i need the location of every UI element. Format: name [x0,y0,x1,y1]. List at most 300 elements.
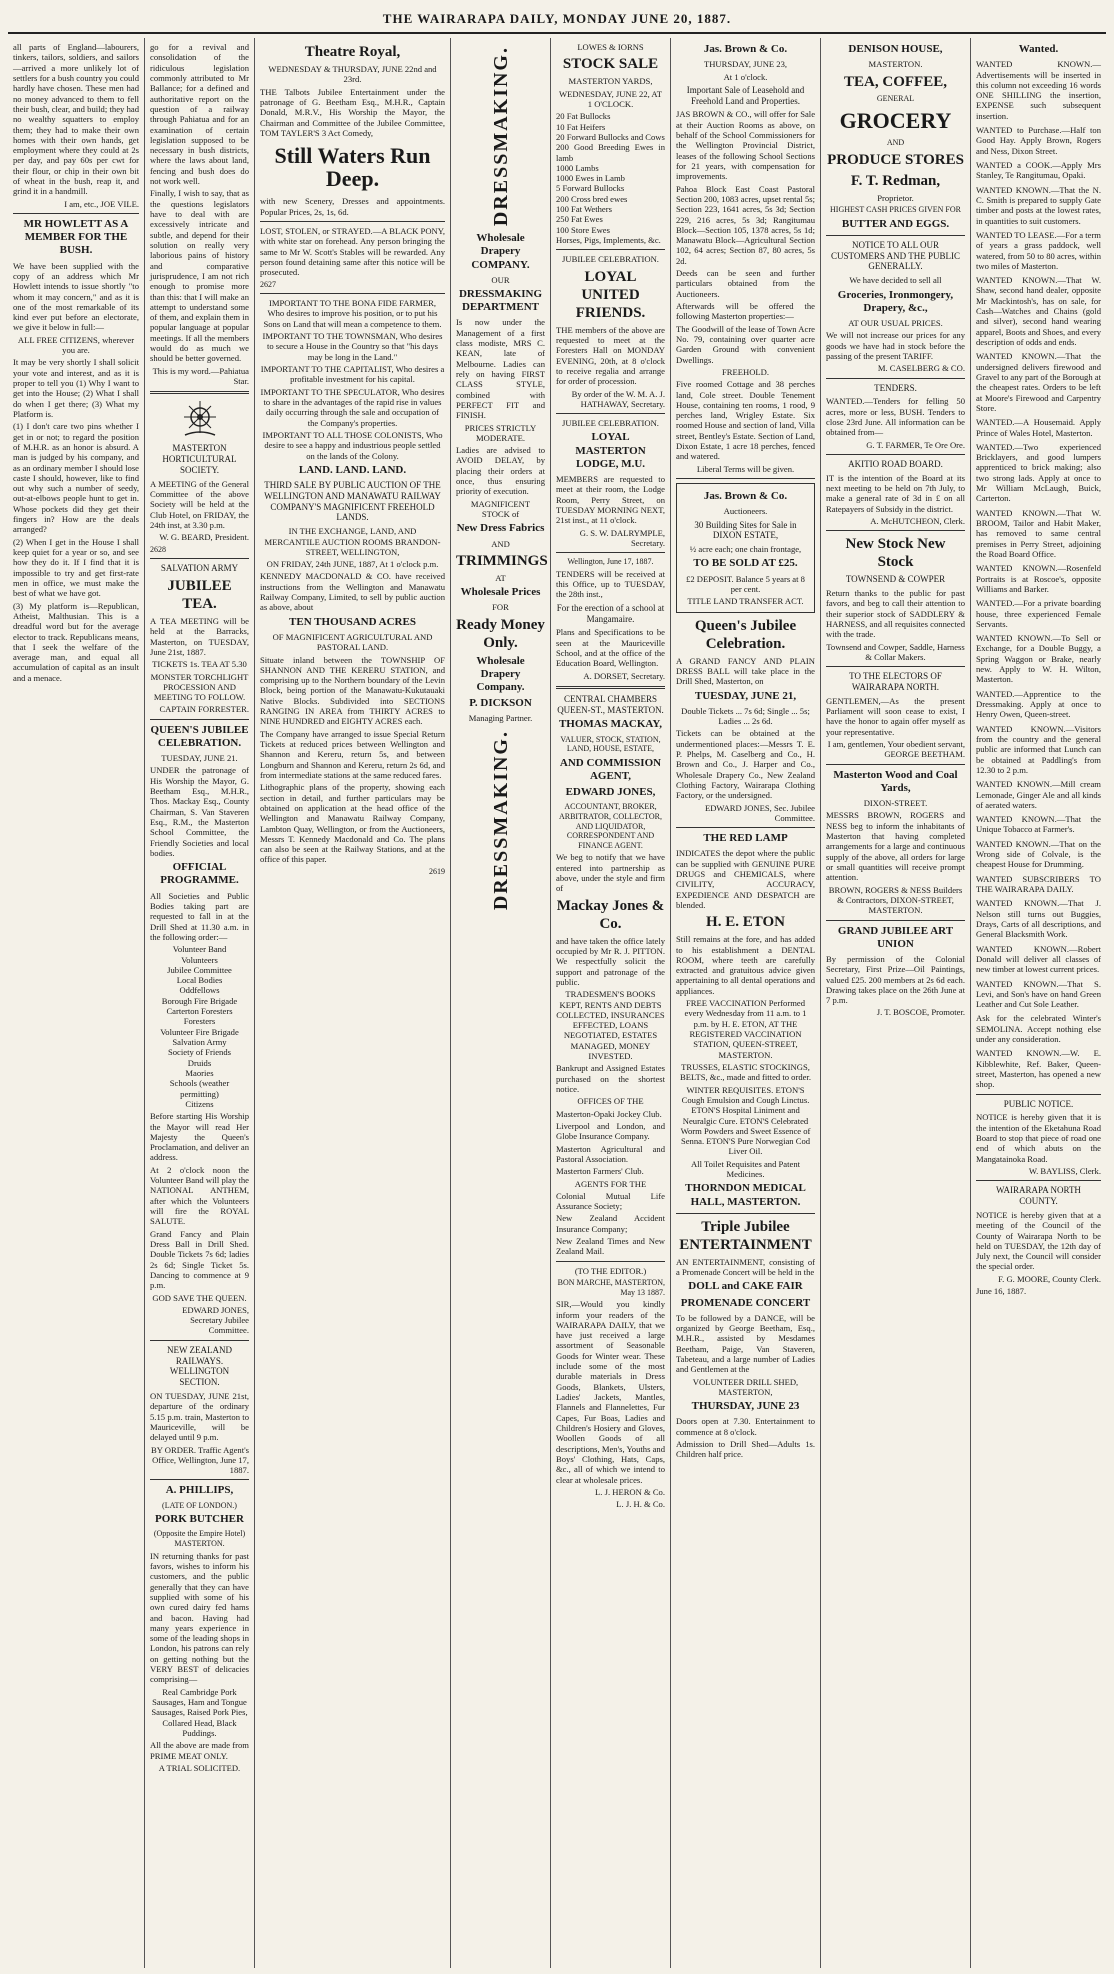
list-item: Local Bodies [176,975,223,986]
ad-body: Grand Fancy and Plain Dress Ball in Drill Shed. Double Tickets 7s 6d; ladies 2s 6d; Single Ticket 5s. Dancing to commence at 9 p.m. [150,1228,249,1291]
auction-further: Afterwards will be offered the following Masterton properties:— [676,301,815,322]
divider [556,249,665,250]
agents-label: AGENTS FOR THE [574,1178,647,1189]
play-title: Still Waters Run Deep. [274,143,431,192]
auction-terms: Deeds can be seen and further particulars obtained from the Auctioneers. [676,268,815,299]
letter-sign: L. J. H. & Co. [616,1499,665,1510]
fabrics: New Dress Fabrics [456,522,545,535]
stock-when: WEDNESDAY, JUNE 22, AT 1 O'CLOCK. [559,88,662,109]
divider [260,221,445,222]
ad-body: UNDER the patronage of His Worship the Mayor, G. Beetham Esq., M.H.R., Thos. Mackay Esq., County Chairman, S. Van Staveren Esq., R.M., the Masterton School Committee, the Friendly Societies and local bodies. [150,765,249,858]
wanted-list [976,59,1101,1089]
trimmings: TRIMMINGS [456,552,548,569]
list-item: Maories [185,1067,214,1078]
ad-title: QUEEN'S JUBILEE CELEBRATION. [150,723,249,749]
public-notice-body: NOTICE is hereby given that it is the intention of the Eketahuna Road Board to stop that piece of road one end of which abuts on the Mangatainoka Road. [976,1112,1101,1164]
electors-sign: I am, gentlemen, Your obedient servant, GEORGE BEETHAM. [827,739,965,760]
article-body: (3) My platform is—Republican, Atheist, Malthusian. This is a dreadful word but for the average elector to track. Republicans means, that I seek the welfare of the average man, and equal all accumulation of capital as an insult and a menace. [13,600,139,683]
land-heading: LAND. LAND. LAND. [298,463,407,476]
wanted-ad: WANTED KNOWN.—Robert Donald will deliver all classes of new timber at lowest current prices. [976,943,1101,975]
electors-title: TO THE ELECTORS OF WAIRARAPA NORTH. [849,671,942,693]
masthead [8,6,1106,34]
divider [676,478,815,479]
auction-body: JAS BROWN & CO., will offer for Sale at their Auction Rooms as above, on behalf of the School Commissioners for the Wellington Provincial District, leases of the following School Sections for 21 years, with compensation for improvements. [676,109,816,182]
jones-name: EDWARD JONES, [565,786,656,799]
sale-when: ON FRIDAY, 24th JUNE, 1887, At 1 o'clock p.m. [266,559,439,570]
ad-where: (Opposite the Empire Hotel) MASTERTON. [153,1529,246,1549]
divider [556,686,665,689]
ad-body: A MEETING of the General Committee of the above Society will be held at the Club Hotel, on FRIDAY, the 24th inst, at 3.30 p.m. [150,478,249,530]
tenders-title: TENDERS. [874,382,917,393]
chambers: CENTRAL CHAMBERS QUEEN-ST., MASTERTON. [557,693,664,715]
vertical-banner: DRESSMAKING. [489,46,512,227]
tenders-sign: G. T. FARMER, Te Ore Ore. [866,439,965,450]
list-item: 5 Forward Bullocks [556,183,625,194]
divider [826,454,965,455]
list-item: Masterton Farmers' Club. [556,1166,644,1177]
wanted-ad: WANTED KNOWN.—Visitors from the country and the general public are informed that Lunch can be obtained at Paddling's from 12.30 to 2 p.m. [976,723,1101,775]
school-title: For the erection of a school at Mangamaire. [556,602,665,624]
townsend-body: Return thanks to the public for past favors, and beg to call their attention to their superior stock of SADDLERY & HARNESS, and all requisites connected with the trade. [826,588,965,640]
wanted-ad: WANTED KNOWN.—That on the Wrong side of Colvale, is the cheapest House for Drumming. [976,838,1101,870]
ad-body: All Societies and Public Bodies taking part are requested to fall in at the Drill Shed at 11.30 a.m. in the following order:— [150,890,249,942]
coal-sign: BROWN, ROGERS & NESS Builders & Contractors, DIXON-STREET, MASTERTON. [828,884,963,916]
hall-name: THORNDON MEDICAL HALL, MASTERTON. [685,1182,806,1208]
wanted-ad: WANTED to Purchase.—Half ton Good Hay. Apply Brown, Rogers and Ness, Dixon Street. [976,125,1101,156]
vertical-banner: DRESSMAKING. [489,729,512,910]
triple-body: AN ENTERTAINMENT, consisting of a Promenade Concert will be held in the [676,1256,815,1278]
auction-liberal: Liberal Terms will be given. [696,463,795,474]
lamp-body: Still remains at the fore, and has added to his establishment a DENTAL ROOM, where teeth are carefully extracted and gratuitous advice given appertaining to all dental operations and appliances. [676,934,815,996]
club-list [556,1109,665,1177]
county-body: NOTICE is hereby given that at a meeting of the Council of the County of Wairarapa North to be held on TUESDAY, the 12th day of July next, the Council will consider the special order. [976,1209,1101,1272]
signoff: I am, etc., JOE VILE. [64,198,139,209]
list-item: Masterton Agricultural and Pastoral Association. [556,1143,665,1164]
ad-body: THE Talbots Jubilee Entertainment under the patronage of G. Beetham Esq., M.H.R., Captain Donald, M.R.V., His Worship the Mayor, the Chairman and Committee of the Jubilee Committee, TOM TAYLER'S 3 Act Comedy, [260,86,445,138]
for-label: FOR [492,602,509,613]
remedies: WINTER REQUISITES. ETON'S Cough Emulsion and Cough Linctus. ETON'S Hospital Liniment and Neuralgic Cure. ETON'S Celebrated Worm Powders and Sweet Essence of Senna. ETON'S Pure Norwegian Cod Liver Oil. [680,1084,811,1157]
firm-label: Auctioneers. [723,506,768,517]
manager-name: P. DICKSON [469,697,532,710]
ball-body: Tickets can be obtained at the undermentioned places:—Messrs T. E. P. Phelps, M. Caselberg and Co., H. Brown and Co., J. Harper and Co., Wholesale Drapery Co., New Zealand Clothing Factory, Wairarapa Clothing Factory, or the undersigned. [676,728,815,801]
firm-name: Jas. Brown & Co. [703,43,788,55]
important-notice: IMPORTANT TO THE TOWNSMAN, Who desires to secure a House in the Country so that "his days may be long in the Land." [262,331,443,362]
groceries: Groceries, Ironmongery, Drapery, &c., [837,288,954,314]
article-body: It may be very shortly I shall solicit your vote and interest, and as it is proper to tell you (1) Why I want to get into the House; (2) What I shall do when I get there; (3) What my Platform is. [13,357,139,419]
masthead-title: THE WAIRARAPA DAILY, MONDAY JUNE 20, 1887. [382,11,732,26]
article-body: (1) I don't care two pins whether I get in or not; to regard the position of M.H.R. as an honor is absurd. A man is judged by his company, and as an ordinary member I should lose caste I should, however, like to find out why such a number of seedy, out-at-elbows people hunt to get in. Whose pockets did they get their fingers in? How are the deals arranged? [13,421,139,535]
firm-name: Wholesale Drapery Company. [476,654,525,694]
divider [150,719,249,720]
lost-notice: LOST, STOLEN, or STRAYED.—A BLACK PONY, with white star on forehead. Any person bringing the same to Mr W. Scott's Stables will be rewarded. Any person found detaining same after this notice will be prosecuted. [260,226,445,278]
sites-tail: TITLE LAND TRANSFER ACT. [687,596,804,607]
list-item: Carterton Foresters [166,1006,233,1017]
ad-body: ON TUESDAY, JUNE 21st, departure of the ordinary 5.15 p.m. train, Masterton to Mauriceville, will be delayed until 9 p.m. [150,1390,249,1443]
ad-signature: EDWARD JONES, Sec. Jubilee Committee. [704,802,815,823]
ad-title: MASTERTON HORTICULTURAL SOCIETY. [162,443,237,475]
partner-body: We beg to notify that we have entered into partnership as above, under the style and firm of [556,852,665,894]
road-title: AKITIO ROAD BOARD. [848,458,943,469]
sites-deposit: £2 DEPOSIT. Balance 5 years at 8 per cent. [686,573,805,594]
divider [260,293,445,294]
dateline: Wellington, June 17, 1887. [567,557,654,567]
triple-doors: Doors open at 7.30. Entertainment to commence at 8 o'clock. [676,1416,815,1437]
divider [976,1094,1101,1095]
firm-name: Mackay Jones & Co. [556,897,665,932]
auction-sections: Pahoa Block East Coast Pastoral Section 200, 1083 acres, upset rental 5s; Section 223, 1641 acres, 5s 3d; Section 229, 216 acres, 5s 3d; Rangitumau Block—Section 105, 1378 acres, 5s 1d; Manawatu Block—Agricultural Section 102, 64 acres; Section 87, 80 acres, 5s 2d. [676,183,815,266]
sale-body: Lithographic plans of the property, showing each section in detail, and further particulars may be obtained on application at the head office of the Wellington and Manawatu Railway Company, Lambton Quay, Wellington, or from the Auctioneers, Messrs T. Kennedy Macdonald and Co. The plans can also be seen at the Railway Stations, and at the office of this paper. [260,782,445,865]
highest-label: HIGHEST CASH PRICES GIVEN FOR [830,205,961,215]
list-item: 100 Fat Wethers [556,204,612,215]
ad-pre: JUBILEE CELEBRATION. [562,418,659,429]
wanted-ad: WANTED KNOWN.—W. E. Kibblewhite, Ref. Baker, Queen-street, Masterton, has opened a new shop. [976,1048,1101,1090]
procession-order [150,944,249,1109]
wanted-ad: WANTED KNOWN.—Mill cream Lemonade, Ginger Ale and all kinds of aerated waters. [976,779,1101,810]
ad-body: MEMBERS are requested to meet at their room, the Lodge Room, Perry Street, on TUESDAY MORNING NEXT, 21st inst., at 11 o'clock. [556,474,665,526]
column-2 [145,38,255,1968]
divider [13,213,139,214]
new-stock: New Stock New Stock [845,536,946,571]
divider [826,235,965,236]
wanted-ad: Ask for the celebrated Winter's SEMOLINA. Accept nothing else under any consideration. [976,1013,1101,1045]
firm-name: Jas. Brown & Co. [703,490,788,503]
building-sites-ad [676,483,815,613]
grocery: GROCERY [839,108,952,134]
stock-where: MASTERTON YARDS, [568,76,653,87]
article-text: all parts of England—labourers, tinkers, tailors, soldiers, and sailors—arrived a more unlikely lot of settlers for a bush country you could hardly have chosen. These men had no money advanced to them to fell their bush, clear, and build; they had no wealthy squatters to employ them; they had to make their own homes with their own hands, get employment where they could at 2s per day, and pay 60s per cwt for their flour, or chip in their own bit of wheat in the bush, reap it, and grind it in a handmill. [13,42,139,197]
list-item: Colonial Mutual Life Assurance Society; [556,1190,665,1212]
ad-body: A TEA MEETING will be held at the Barracks, Masterton, on TUESDAY, June 21st, 1887. [150,615,249,657]
partner-body: and have taken the office lately occupied by Mr R. J. PITTON. We respectfully solicit the support and patronage of the public. [556,935,665,987]
anthem: GOD SAVE THE QUEEN. [152,1292,247,1303]
sites-title: 30 Building Sites for Sale in DIXON ESTATE, [694,519,797,541]
editor-label: (TO THE EDITOR.) [574,1265,647,1276]
auction-date: THURSDAY, JUNE 23, [703,59,788,70]
tenders-body: WANTED.—Tenders for felling 50 acres, more or less, BUSH. Tenders to close 23rd June. All information can be obtained from— [826,396,965,438]
ad-solicited: A TRIAL SOLICITED. [158,1762,241,1773]
notice-body: We have decided to sell all [849,275,942,286]
dept-title: DRESSMAKING DEPARTMENT [458,288,543,314]
wanted-ad: WANTED KNOWN.—Advertisements will be inserted in this column not exceeding 16 words ONE SHILLING the insertion, EXPENSE such subsequent insertion. [976,59,1101,121]
list-item: Foresters [183,1016,216,1027]
and-label: AND [491,538,510,549]
list-item: Borough Fire Brigade [161,995,238,1006]
wanted-ad: WANTED KNOWN.—That J. Nelson still turns out Buggies, Drays, Carts of all descriptions, and General Blacksmith Work. [976,898,1101,940]
ad-dates: WEDNESDAY & THURSDAY, JUNE 22nd and 23rd. [268,64,437,85]
ad-signature: By order of the W. M. A. J. HATHAWAY, Secretary. [571,388,665,409]
notice-sign: M. CASELBERG & CO. [877,363,965,374]
triple-admission: Admission to Drill Shed—Adults 1s. Children half price. [676,1439,815,1460]
important-notice: IMPORTANT TO THE SPECULATOR, Who desires to share in the advantages of the rapid rise in values daily occurring through the sale and occupation of the Company's properties. [260,386,445,428]
ad-prices: PRICES STRICTLY MODERATE. [464,422,537,443]
divider [826,378,965,379]
ad-signature: BY ORDER. Traffic Agent's Office, Wellington, June 17, 1887. [151,1444,249,1476]
ad-trade: PORK BUTCHER [155,1513,244,1526]
ad-body: At 2 o'clock noon the Volunteer Band will play the NATIONAL ANTHEM, after which the Volunteers will fire the ROYAL SALUTE. [150,1164,249,1227]
firm-name: Wholesale Drapery COMPANY. [471,232,530,271]
list-item: Horses, Pigs, Implements, &c. [556,235,661,245]
column-5 [551,38,671,1968]
sale-acres: TEN THOUSAND ACRES [289,615,416,628]
trusses: TRUSSES, ELASTIC STOCKINGS, BELTS, &c., made and fitted to order. [680,1061,811,1083]
list-item: Salvation Army [172,1037,227,1048]
wanted-ad: WANTED KNOWN.—That W. BROOM, Tailor and Habit Maker, has removed to same central premises in Perry Street, adjoining the Road Board Office. [976,507,1101,559]
freehold-label: FREEHOLD. [721,366,770,377]
ad-procession: MONSTER TORCHLIGHT PROCESSION AND MEETING TO FOLLOW. [150,671,249,703]
divider [826,530,965,531]
ball-title: Queen's Jubilee Celebration. [694,617,797,652]
notice-title: NOTICE TO ALL OUR CUSTOMERS AND THE PUBLIC GENERALLY. [831,239,960,272]
list-item: Volunteer Fire Brigade [160,1026,239,1037]
wanted-ad: WANTED.—Two experienced Bricklayers, and good lumpers apprenticed to brick making; also two strong lads. Apply at once to Mr William McLaugh, Buick, Carterton. [976,441,1101,504]
ad-title: NEW ZEALAND RAILWAYS. WELLINGTON SECTION. [166,1344,233,1388]
letter-body: SIR,—Would you kindly inform your readers of the WAIRARAPA DAILY, that we have just received a large assortment of Seasonable Goods for Winter wear. These include some of the most durable materials in Dress Goods, Blankets, Ulsters, Ladies' Jackets, Mantles, Flannels and Flannelettes, Fur Capes, Fur Boas, Ladies and Children's Hosiery and Gloves, Woollen Goods of all descriptions, Men's, Youths and Boys' Clothing, Hats, Caps, &c., all of which we intend to clear at wholesale prices. [556,1299,665,1485]
toilet: All Toilet Requisites and Patent Medicines. [690,1158,801,1180]
stock-sale-title: STOCK SALE [562,56,659,73]
general-label: GENERAL [876,93,915,103]
list-item: New Zealand Times and New Zealand Mail. [556,1236,665,1257]
list-item: Masterton-Opaki Jockey Club. [556,1108,662,1119]
ad-title: Theatre Royal, [304,44,401,60]
commission: AND COMMISSION AGENT, [559,756,662,783]
divider [826,764,965,765]
column-7 [821,38,971,1968]
ad-title: LOYAL UNITED FRIENDS. [575,268,646,321]
list-item: Schools (weather permitting) [169,1078,230,1099]
lamp-title: THE RED LAMP [703,832,788,845]
ad-sub: (LATE OF LONDON.) [162,1500,237,1510]
our-label: OUR [491,274,510,285]
public-notice-title: PUBLIC NOTICE. [1003,1098,1074,1109]
services: TRADESMEN'S BOOKS KEPT, RENTS AND DEBTS COLLECTED, INSURANCES EFFECTED, LOANS NEGOTIATED, ESTATES MANAGED, MONEY INVESTED. [556,989,665,1062]
divider [150,1479,249,1480]
sale-of: OF MAGNIFICENT AGRICULTURAL AND PASTORAL LAND. [272,631,433,653]
divider [556,413,665,414]
jones-role: ACCOUNTANT, BROKER, ARBITRATOR, COLLECTOR, AND LIQUIDATOR, CORRESPONDENT AND FINANCE AGENT. [558,802,663,850]
divider [556,1261,665,1262]
divider [150,1340,249,1341]
agency-list [556,1191,665,1257]
ad-date: TUESDAY, JUNE 21. [161,753,238,764]
crest-emblem [150,399,249,439]
house-town: MASTERTON. [868,59,923,70]
ad-title: LOYAL MASTERTON LODGE, M.U. [575,431,646,470]
sale-where: IN THE EXCHANGE, LAND, AND MERCANTILE AUCTION ROOMS BRANDON-STREET, WELLINGTON, [264,526,441,557]
wanted-ad: WANTED KNOWN.—Rosenfeld Portraits is at Roscoe's, opposite Williams and Barker. [976,563,1101,594]
ad-ref: 2619 [429,866,445,876]
proprietor-label: Proprietor. [877,192,914,203]
ad-signature: W. G. BEARD, President. [159,532,249,543]
sale-body: KENNEDY MACDONALD & CO. have received instructions from the Wellington and Manawatu Railway Company, Limited, to sell by public auction as above, about [260,571,445,613]
butter-eggs: BUTTER AND EGGS. [841,217,950,230]
list-item: Oddfellows [179,985,220,996]
auction-lots: Five roomed Cottage and 38 perches land, Cole street. Double Tenement House, containing ten rooms, 1 rood, 9 perches land, Wrigley Estate. Six roomed House and section of land, Villa street, Bentley's Estate. Section of Land, Dixon Estate, 1 acre 18 perches, fenced and watered. [676,379,816,462]
coal-where: DIXON-STREET. [863,798,928,809]
ad-body: Before starting His Worship the Mayor will read Her Majesty the Queen's Proclamation, and deliver an address. [150,1111,249,1163]
wanted-ad: WANTED KNOWN.—That the undersigned delivers firewood and Gravel to any part of the Borough at the cheapest rates. Orders to be left at Moore's Firewood and Carpentry Store. [976,351,1101,413]
ad-signature: CAPTAIN FORRESTER. [159,704,249,715]
auction-title: Important Sale of Leasehold and Freehold Land and Properties. [686,84,805,106]
triple-venue: VOLUNTEER DRILL SHED, MASTERTON, [692,1376,799,1397]
ball-body: A GRAND FANCY AND PLAIN DRESS BALL will take place in the Drill Shed, Masterton, on [676,655,815,687]
ball-tickets: Double Tickets ... 7s 6d; Single ... 5s; Ladies ... 2s 6d. [681,705,810,726]
ad-body: Is now under the Management of a first class modiste, MRS C. KEAN, late of Melbourne. Ladies can rely on having FIRST CLASS STYLE, combined with PERFECT FIT and FINISH. [456,317,545,421]
flower-emblem-icon [175,399,225,439]
article-text: Finally, I wish to say, that as the questions legislators have to deal with are excessively intricate and subtle, and depend for their solution on really very laborious pains of history and comparative jurisprudence, I am not rich enough to promise more than this: that I will make an attempt to understand some of them, and explain them in popular language at popular meetings. If all the members would do as much we should be better governed. [150,188,249,364]
ad-body: with new Scenery, Dresses and appointments. Popular Prices, 2s, 1s, 6d. [260,196,445,217]
list-item: 100 Store Ewes [556,224,610,235]
sites-price: TO BE SOLD AT £25. [693,557,798,570]
road-body: IT is the intention of the Board at its next meeting to be held on 7th July, to make a general rate of 3d in £ on all Ratepayers of Subsidy in the district. [826,472,965,514]
wanted-ad: WANTED KNOWN.—To Sell or Exchange, for a Double Buggy, a Spring Waggon or Brake, nearly new. Apply to W. H. Wilton, Masterton. [976,633,1101,685]
ad-title: A. PHILLIPS, [165,1484,234,1497]
list-item: 200 Cross bred ewes [556,193,628,204]
letter-sign: L. J. HERON & Co. [595,1486,665,1497]
divider [676,1213,815,1214]
divider [676,827,815,828]
lamp-name: H. E. ETON [706,914,785,931]
wanted-ad: WANTED KNOWN.—That S. Levi, and Son's have on hand Green Leather and Cut Sole Leather. [976,978,1101,1010]
and-label: AND [886,138,905,148]
public-notice-sign: W. BAYLISS, Clerk. [1028,1165,1101,1176]
coal-body: MESSRS BROWN, ROGERS and NESS beg to inform the inhabitants of Masterton that having completed arrangements for a large and continuous supply of the above, all orders for large or small quantities will receive prompt attention. [826,810,965,883]
county-sign: F. G. MOORE, County Clerk. [998,1273,1101,1284]
ad-body: IN returning thanks for past favors, wishes to inform his customers, and the public generally that they can have supplied with some of his own cured dairy fed hams and bacon. Having had many years experience in some of the leading shops in London, his patrons can rely on getting nothing but the VERY BEST of delicacies comprising— [150,1550,249,1685]
column-3 [255,38,451,1968]
produce-stores: PRODUCE STORES [827,151,964,168]
bankrupt: Bankrupt and Assigned Estates purchased on the shortest notice. [556,1063,665,1094]
triple-date: THURSDAY, JUNE 23 [691,1400,800,1413]
townsend-sign: Townsend and Cowper, Saddle, Harness & Collar Makers. [826,641,965,662]
article-body: (2) When I get in the House I shall keep quiet for a year or so, and see how they do it. If I find that it is impossible to try and get first-rate men in office, we must make the best of what we have got. [13,536,139,599]
list-item: Society of Friends [167,1047,231,1058]
ad-goods: Real Cambridge Pork Sausages, Ham and Tongue Sausages, Raised Pork Pies, Collared Head, Black Puddings. [151,1686,248,1738]
county-title: WAIRARAPA NORTH COUNTY. [996,1185,1081,1207]
wanted-ad: WANTED SUBSCRIBERS TO THE WAIRARAPA DAILY. [976,873,1101,894]
list-item: 10 Fat Heifers [556,121,606,132]
ad-pre: JUBILEE CELEBRATION. [562,254,659,265]
ball-date: TUESDAY, JUNE 21, [694,689,797,702]
ad-ref: 2627 [260,279,276,289]
important-notice: IMPORTANT TO THE BONA FIDE FARMER, Who desires to improve his position, or to put his Sons on Land that will mean a competence to them. [263,298,442,329]
electors-body: GENTLEMEN,—As the present Parliament will soon cease to exist, I have the honor to again offer myself as your representative. [826,695,965,737]
wanted-ad: WANTED KNOWN.—That the Unique Tobacco at Farmer's. [976,814,1101,835]
ad-signature: G. S. W. DALRYMPLE, Secretary. [579,527,665,548]
vaccination: FREE VACCINATION Performed every Wednesday from 11 a.m. to 1 p.m. by H. E. ETON, AT THE REGISTERED VACCINATION STATION, QUEEN-STREET, MASTERTON. [684,998,807,1060]
column-6 [671,38,821,1968]
salute: ALL FREE CITIZENS, wherever you are. [17,334,135,356]
list-item: Volunteers [181,954,218,965]
road-sign: A. McHUTCHEON, Clerk. [870,515,965,526]
divider [826,666,965,667]
sale-body: Situate inland between the TOWNSHIP OF SHANNON AND THE KERERU STATION, and comprising up to the Northern boundary of the Levin Block, being portion of the Manawatu-Kukutauaki Native Blocks. Subdivided into SECTIONS RANGING IN AREA from THIRTY ACRES to NINE HUNDRED and EIGHTY ACRES each. [260,654,445,727]
divider [150,391,249,394]
list-item: 20 Forward Bullocks and Cows [556,131,665,142]
wholesale-prices: Wholesale Prices [460,586,541,599]
list-item: Volunteer Band [172,944,227,955]
column-4 [451,38,551,1968]
programme-heading: OFFICIAL PROGRAMME. [160,861,239,887]
sale-body: The Company have arranged to issue Special Return Tickets at reduced prices between Wellington and Shannon and Kereru, return 5s, and between Longburn and Shannon and Kereru, return 2s 6d, and from intermediate stations at the same reduced fares. [260,728,445,780]
wanted-ad: WANTED.—Apprentice to the Dressmaking. Apply at once to Henry Owen, Queen-street. [976,688,1101,720]
article-text: go for a revival and consolidation of the ridiculous legislation commonly attributed to Mr Ballance; for a defined and authoritative report on the question of a railway through Pahiatua and for an examination of certain legislation supposed to be necessary in bush districts, where the laws about land, fencing and bush does do not work well. [150,42,249,187]
house-name: DENISON HOUSE, [848,43,943,55]
at-label: AT [495,572,506,583]
list-item: 200 Good Breeding Ewes in lamb [556,142,665,163]
divider [976,1180,1101,1181]
ad-ref: 2628 [150,544,166,554]
list-item: 1000 Ewes in Lamb [556,173,625,184]
stock-lots [556,111,665,245]
notice-tail: We will not increase our prices for any goods we have had in stock before the passing of the present TARIFF. [826,330,965,361]
firm-name: LOWES & IORNS [577,42,644,52]
managing-label: Managing Partner. [468,713,533,724]
headline: MR HOWLETT AS A MEMBER FOR THE BUSH. [23,218,129,257]
offices-label: OFFICES OF THE [577,1096,644,1107]
lamp-body: INDICATES the depot where the public can be supplied with GENUINE PURE DRUGS and CHEMICALS, where CIVILITY, ACCURACY, EXPEDIENCE AND DESPATCH are blended. [676,848,815,910]
wanted-ad: WANTED.—A Housemaid. Apply Prince of Wales Hotel, Masterton. [976,417,1101,438]
important-notice: IMPORTANT TO ALL THOSE COLONISTS, Who desire to see a happy and industrious people settled on the lands of the Colony. [262,429,443,461]
wanted-ad: WANTED a COOK.—Apply Mrs Stanley, Te Rangitumau, Opaki. [976,160,1101,181]
wanted-header: Wanted. [1018,43,1059,55]
list-item: Jubilee Committee [167,964,232,975]
list-item: Liverpool and London, and Globe Insurance Company. [556,1120,665,1142]
usual-prices: AT OUR USUAL PRICES. [848,317,943,328]
coal-title: Masterton Wood and Coal Yards, [833,768,958,794]
tea-coffee: TEA, COFFEE, [844,73,947,90]
townsend-title: TOWNSEND & COWPER [845,574,946,585]
ad-signature: A. DORSET, Secretary. [583,670,665,681]
list-item: Druids [187,1057,212,1068]
important-notice: IMPORTANT TO THE CAPITALIST, Who desires a profitable investment for his capital. [260,364,445,385]
mackay-role: VALUER, STOCK, STATION, LAND, HOUSE, ESTATE, [560,734,661,754]
divider [556,552,665,553]
auction-goodwill: The Goodwill of the lease of Town Acre No. 79, containing over quarter acre Garden Ground with convenient Dwellings. [676,323,815,365]
county-date: June 16, 1887. [976,1286,1027,1297]
ready-money: Ready Money Only. [456,616,545,651]
article-body: We have been supplied with the copy of an address which Mr Howlett intends to issue shortly "to whom it may concern," and as it is one of the most remarkable of its kind ever put before an electorate, we give it below in full:— [13,260,139,333]
ad-body: All the above are made from PRIME MEAT ONLY. [150,1740,249,1761]
divider [150,558,249,559]
school-body: Plans and Specifications to be seen at the Mauriceville School, and at the office of the Education Board, Wellington. [556,627,665,669]
list-item: 20 Fat Bullocks [556,111,611,122]
ad-signature: EDWARD JONES, Secretary Jubilee Committee. [182,1304,249,1336]
letter-place: BON MARCHE, MASTERTON, May 13 1887. [557,1278,665,1297]
columns [8,38,1106,1968]
stock-label: MAGNIFICENT STOCK of [470,498,531,520]
wanted-ad: WANTED KNOWN.—That the N. C. Smith is prepared to supply Gate timber and posts at the lowest rates, in quantities to suit customers. [976,184,1101,226]
owner-name: F. T. Redman, [850,172,941,189]
signoff: This is my word.—Pahiatua Star. [152,365,249,386]
mackay-name: THOMAS MACKAY, [558,718,663,731]
column-8 [971,38,1106,1968]
wanted-ad: WANTED KNOWN.—That W. Shaw, second hand dealer, opposite Mr Mackintosh's, has on sale, for Cash—Watches and Chains (gold and silver), second hand wearing apparel, Boots and Shoes, and every description of odds and ends. [976,275,1101,347]
tenders-body: TENDERS will be received at this Office, up to TUESDAY, the 28th inst., [556,568,665,600]
promenade: PROMENADE CONCERT [680,1296,811,1309]
wanted-ad: WANTED TO LEASE.—For a term of years a grass paddock, well watered, from 50 to 80 acres, within two miles of Masterton. [976,229,1101,271]
list-item: 1000 Lambs [556,162,599,173]
triple-body: To be followed by a DANCE, will be organized by George Beetham, Esq., M.H.R., assisted by Mesdames Beetham, Paige, Van Staveren, Tabeteau, and a large number of Ladies and Gentlemen at the [676,1312,815,1375]
divider [826,920,965,921]
ad-body: THE members of the above are requested to meet at the Foresters Hall on MONDAY EVENING, 20th, at 8 o'clock to receive regalia and arrange for order of procession. [556,324,665,387]
sites-body: ½ acre each; one chain frontage, [689,544,802,555]
art-title: GRAND JUBILEE ART UNION [837,924,954,950]
list-item: New Zealand Accident Insurance Company; [556,1213,665,1234]
ad-tickets: TICKETS 1s. TEA AT 5.30 [152,659,247,670]
list-item: 250 Fat Ewes [556,214,603,225]
sale-title: THIRD SALE BY PUBLIC AUCTION OF THE WELLINGTON AND MANAWATU RAILWAY COMPANY'S MAGNIFICENT FREEHOLD LANDS. [264,480,441,523]
column-1 [8,38,145,1968]
